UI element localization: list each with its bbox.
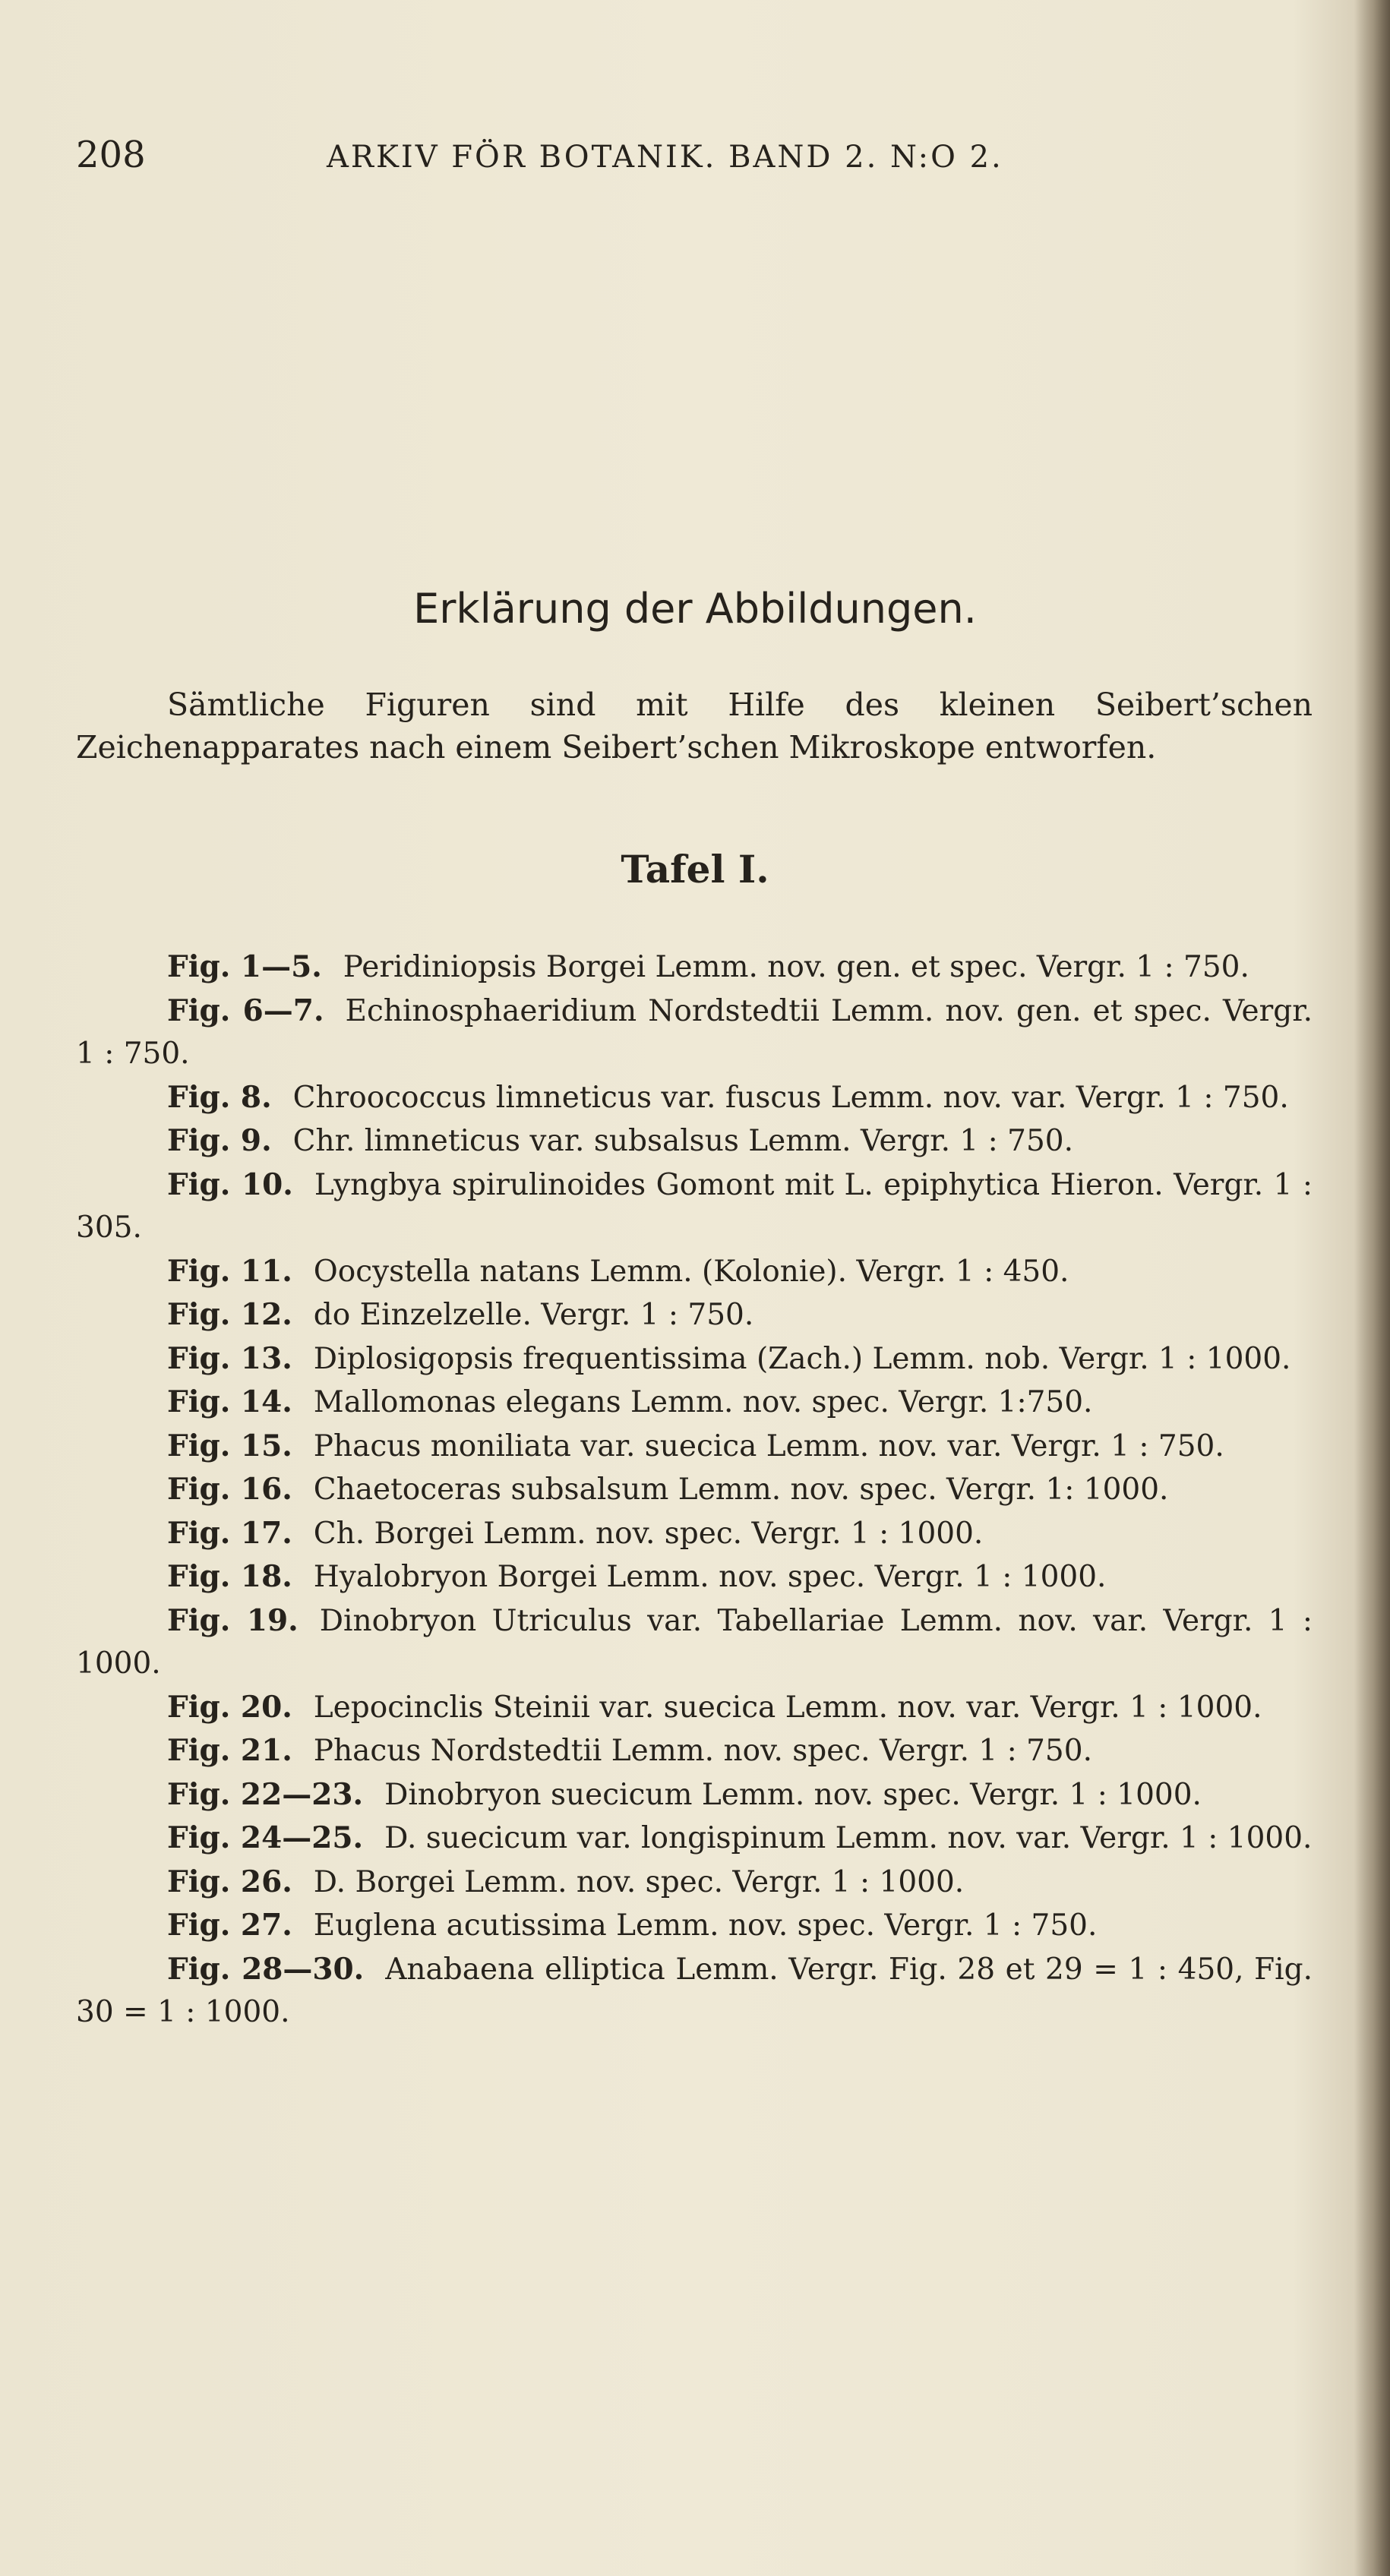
figure-entry [76, 1163, 1313, 1250]
figure-label: Fig. 9. [167, 1123, 272, 1158]
figure-label: Fig. 20. [167, 1689, 292, 1725]
figure-label: Fig. 15. [167, 1428, 292, 1463]
figure-label: Fig. 18. [167, 1559, 292, 1594]
figure-description: Hyalobryon Borgei Lemm. nov. spec. Vergr. 1 : 1000. [313, 1560, 1107, 1594]
figure-label: Fig. 26. [167, 1864, 292, 1899]
figure-description: Phacus moniliata var. suecica Lemm. nov. var. Vergr. 1 : 750. [313, 1428, 1224, 1463]
figure-entry [76, 990, 1313, 1076]
figure-description: Chaetoceras subsalsum Lemm. nov. spec. Vergr. 1: 1000. [313, 1473, 1169, 1507]
figure-description: Dinobryon suecicum Lemm. nov. spec. Vergr. 1 : 1000. [384, 1777, 1202, 1812]
figure-entry [76, 1948, 1313, 2035]
figure-label: Fig. 19. [167, 1602, 299, 1638]
figure-entry [76, 1119, 1313, 1163]
figure-description: Oocystella natans Lemm. (Kolonie). Vergr. 1 : 450. [313, 1254, 1069, 1289]
figure-label: Fig. 24—25. [167, 1820, 364, 1855]
figure-label: Fig. 6—7. [167, 993, 324, 1028]
figure-label: Fig. 11. [167, 1253, 292, 1289]
section-title: Erklärung der Abbildungen. [413, 585, 977, 633]
figure-label: Fig. 22—23. [167, 1776, 364, 1812]
figure-label: Fig. 1—5. [167, 949, 322, 984]
figure-description: Lepocinclis Steinii var. suecica Lemm. nov. var. Vergr. 1 : 1000. [313, 1690, 1262, 1725]
figure-entry [76, 1861, 1313, 1905]
page-edge-shadow [1354, 0, 1390, 2576]
figure-label: Fig. 17. [167, 1515, 292, 1551]
figure-description: Phacus Nordstedtii Lemm. nov. spec. Vergr. 1 : 750. [313, 1734, 1092, 1768]
figure-entry [76, 1425, 1313, 1469]
figure-entry [76, 1904, 1313, 1948]
figure-label: Fig. 28—30. [167, 1951, 365, 1987]
intro-paragraph: Sämtliche Figuren sind mit Hilfe des kleinen Seibert’schen Zeichenapparates nach einem Seibert’schen Mikroskope entworfen. [76, 687, 1313, 766]
figure-label: Fig. 21. [167, 1733, 292, 1768]
figure-description: Chroococcus limneticus var. fuscus Lemm. nov. var. Vergr. 1 : 750. [292, 1080, 1289, 1115]
figure-entry [76, 1337, 1313, 1381]
figure-entry [76, 1817, 1313, 1861]
figure-entry [76, 945, 1313, 990]
figure-description: Mallomonas elegans Lemm. nov. spec. Vergr. 1:750. [313, 1385, 1093, 1419]
figure-entry [76, 1512, 1313, 1556]
figure-label: Fig. 13. [167, 1340, 292, 1376]
figure-label: Fig. 16. [167, 1472, 292, 1507]
figure-label: Fig. 12. [167, 1297, 292, 1332]
figure-list [76, 945, 1313, 2035]
figure-description: Lyngbya spirulinoides Gomont mit L. epiphytica Hieron. Vergr. 1 : 305. [76, 1167, 1313, 1245]
figure-label: Fig. 27. [167, 1908, 292, 1943]
figure-description: D. suecicum var. longispinum Lemm. nov. var. Vergr. 1 : 1000. [384, 1821, 1313, 1855]
page-number: 208 [76, 134, 146, 176]
page-header [76, 134, 1322, 187]
figure-entry [76, 1381, 1313, 1425]
figure-label: Fig. 10. [167, 1166, 293, 1202]
plate-title: Tafel I. [621, 847, 769, 892]
figure-entry [76, 1468, 1313, 1512]
figure-description: Ch. Borgei Lemm. nov. spec. Vergr. 1 : 1000. [313, 1516, 984, 1551]
figure-description: Euglena acutissima Lemm. nov. spec. Vergr. 1 : 750. [313, 1908, 1098, 1943]
figure-description: do Einzelzelle. Vergr. 1 : 750. [313, 1298, 754, 1332]
figure-description: Peridiniopsis Borgei Lemm. nov. gen. et spec. Vergr. 1 : 750. [343, 950, 1249, 984]
running-head: ARKIV FÖR BOTANIK. BAND 2. N:O 2. [327, 140, 1003, 175]
figure-label: Fig. 8. [167, 1079, 272, 1115]
figure-entry [76, 1076, 1313, 1120]
figure-description: Diplosigopsis frequentissima (Zach.) Lemm. nob. Vergr. 1 : 1000. [313, 1341, 1291, 1376]
figure-entry [76, 1555, 1313, 1599]
figure-description: Echinosphaeridium Nordstedtii Lemm. nov. gen. et spec. Vergr. 1 : 750. [76, 993, 1313, 1071]
figure-description: Chr. limneticus var. subsalsus Lemm. Vergr. 1 : 750. [292, 1124, 1073, 1158]
figure-description: Anabaena elliptica Lemm. Vergr. Fig. 28 et 29 = 1 : 450, Fig. 30 = 1 : 1000. [76, 1952, 1313, 2029]
figure-entry [76, 1250, 1313, 1294]
figure-description: D. Borgei Lemm. nov. spec. Vergr. 1 : 1000. [313, 1864, 965, 1899]
figure-description: Dinobryon Utriculus var. Tabellariae Lemm. nov. var. Vergr. 1 : 1000. [76, 1603, 1313, 1681]
figure-entry [76, 1773, 1313, 1817]
figure-entry [76, 1599, 1313, 1686]
figure-entry [76, 1729, 1313, 1773]
figure-entry [76, 1686, 1313, 1730]
figure-label: Fig. 14. [167, 1384, 292, 1419]
figure-entry [76, 1293, 1313, 1337]
